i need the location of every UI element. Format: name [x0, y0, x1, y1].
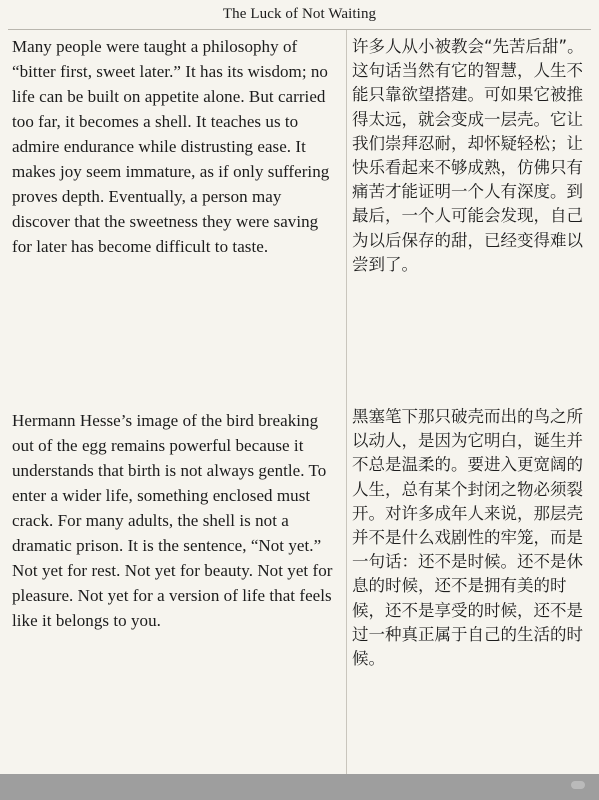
bottom-bar — [0, 774, 599, 800]
english-paragraph-2: Hermann Hesse’s image of the bird breaking out of the egg remains powerful because it understands that birth is not always gentle. To enter a wider life, something enclosed must crack. For many adults, the shell is not a dramatic prison. It is the sentence, “Not yet.” Not yet for rest. Not yet for beauty. Not yet for pleasure. Not yet for a version of life that feels like it belongs to you. — [12, 411, 333, 630]
column-divider — [346, 30, 347, 774]
watermark-icon — [571, 781, 585, 789]
chinese-paragraph-2: 黑塞笔下那只破壳而出的鸟之所以动人，是因为它明白，诞生并不总是温柔的。要进入更宽阔的人生，总有某个封闭之物必须裂开。对许多成年人来说，那层壳并不是什么戏剧性的牢笼，而是一句话：还不是时候。还不是休息的时候，还不是拥有美的时候，还不是享受的时候，还不是过一种真正属于自己的生活的时候。 — [352, 407, 583, 669]
title-divider — [8, 29, 591, 30]
page-title: The Luck of Not Waiting — [222, 6, 377, 22]
english-paragraph-1: Many people were taught a philosophy of “bitter first, sweet later.” It has its wisdom; no life can be built on appetite alone. But carried too far, it becomes a shell. It teaches us to admire endurance while distrusting ease. It makes joy seem immature, as if only suffering proves depth. Eventually, a person may discover that the sweetness they were saving for later has become difficult to taste. — [12, 37, 330, 256]
chinese-paragraph-1: 许多人从小被教会“先苦后甜”。这句话当然有它的智慧，人生不能只靠欲望搭建。可如果它被推得太远，就会变成一层壳。它让我们崇拜忍耐，却怀疑轻松；让快乐看起来不够成熟，仿佛只有痛苦才能证明一个人有深度。到最后，一个人可能会发现，自己为以后保存的甜，已经变得难以尝到了。 — [352, 37, 584, 274]
